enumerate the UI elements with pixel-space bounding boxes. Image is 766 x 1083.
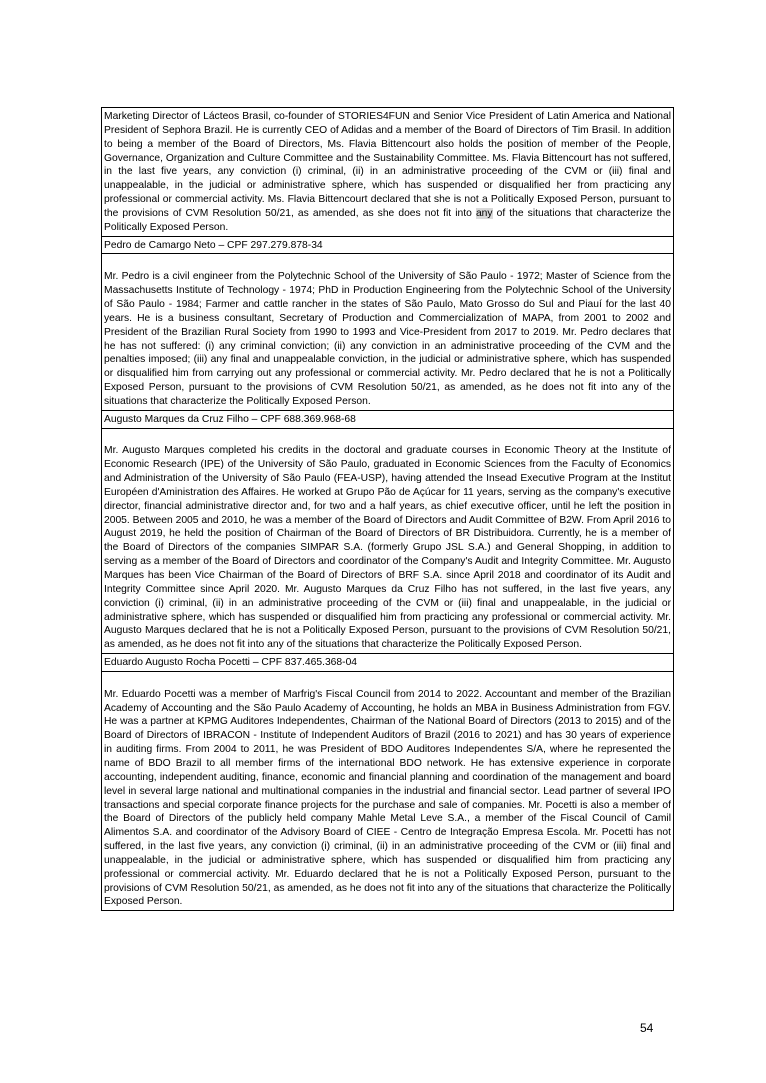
person-name: Eduardo Augusto Rocha Pocetti – CPF 837.465.368-04 <box>104 657 358 669</box>
continuation-paragraph: Marketing Director of Lácteos Brasil, co-founder of STORIES4FUN and Senior Vice President of Latin America and National President of Sephora Brazil. He is currently CEO of Adidas and a member of the Board of Directors of Tim Brasil. In addition to being a member of the Board of Directors, Ms. Flavia Bittencourt also holds the position of member of the People, Governance, Organization and Culture Committee and the Sustainability Committee. Ms. Flavia Bittencourt has not suffered, in the last five years, any conviction (i) criminal, (ii) in an administrative proceeding of the CVM or (iii) final and unappealable, in the judicial or administrative sphere, which has suspended or disqualified her from practicing any professional or commercial activity. Ms. Flavia Bittencourt declared that she is not a Politically Exposed Person, pursuant to the provisions of CVM Resolution 50/21, as amended, as she does not fit into any of the situations that characterize the Politically Exposed Person. <box>104 111 671 233</box>
table-cell-continuation <box>102 108 673 237</box>
person-bio: Mr. Eduardo Pocetti was a member of Marfrig's Fiscal Council from 2014 to 2022. Accountant and member of the Brazilian Academy of Accounting and the São Paulo Academy of Accounting, he holds an MBA in Business Administration from FGV. He was a partner at KPMG Auditores Independentes, Chairman of the National Board of Directors (2013 to 2015) and of the Board of Directors of IBRACON - Institute of Independent Auditors of Brazil (2016 to 2021) and has 30 years of experience in auditing firms. From 2004 to 2011, he was President of BDO Auditores Independentes S/A, where he represented the name of BDO Brazil to all member firms of the international BDO network. He has extensive experience in corporate accounting, independent auditing, finance, economic and financial planning and coordination of the management and board level in several large national and multinational companies in the industrial and financial sector. Lead partner of several IPO transactions and special corporate finance projects for the purchase and sale of companies. Mr. Pocetti is also a member of the Board of Directors of the publicly held company Mahle Metal Leve S.A., a member of the Fiscal Council of Camil Alimentos S.A. and coordinator of the Advisory Board of CIEE - Centro de Integração Empresa Escola. Mr. Pocetti has not suffered, in the last five years, any conviction (i) criminal, (ii) in an administrative proceeding of the CVM or (iii) final and unappealable, in the judicial or administrative sphere, which has suspended or disqualified him from practicing any professional or commercial activity. Mr. Eduardo declared that he is not a Politically Exposed Person, pursuant to the provisions of CVM Resolution 50/21, as amended, as he does not fit into any of the situations that characterize the Politically Exposed Person. <box>104 688 671 908</box>
table-cell-bio <box>102 429 673 655</box>
person-bio: Mr. Pedro is a civil engineer from the Polytechnic School of the University of São Paulo - 1972; Master of Science from the Massachusetts Institute of Technology - 1974; PhD in Production Engineering from the Polytechnic School of the University of São Paulo - 1984; Farmer and cattle rancher in the states of São Paulo, Mato Grosso do Sul and Piauí for the last 40 years. He is a business consultant, Secretary of Production and Commercialization of MAPA, from 2001 to 2002 and President of the Brazilian Rural Society from 1990 to 1993 and Vice-President from 2017 to 2019. Mr. Pedro declares that he has not suffered: (i) any criminal conviction; (ii) any conviction in an administrative proceeding of the CVM and the penalties imposed; (iii) any final and unappealable conviction, in the judicial or administrative sphere, which has suspended or disqualified him from carrying out any professional or commercial activity. Mr. Pedro declared that he is not a Politically Exposed Person, pursuant to the provisions of CVM Resolution 50/21, as amended, as he does not fit into any of the situations that characterize the Politically Exposed Person. <box>104 271 671 407</box>
table-cell-name <box>102 237 673 255</box>
person-bio: Mr. Augusto Marques completed his credits in the doctoral and graduate courses in Economic Theory at the Institute of Economic Research (IPE) of the University of São Paulo, graduated in Economic Sciences from the Faculty of Economics and Administration of the University of São Paulo (FEA-USP), having attended the Insead Executive Program at the Institut Européen d'Aministration des Affaires. He worked at Grupo Pão de Açúcar for 11 years, serving as the company's executive director, financial administrative director and, for two and a half years, as chief executive officer, until he left the position in 2005. Between 2005 and 2010, he was a member of the Board of Directors and Audit Committee of B2W. From April 2016 to August 2019, he held the position of Chairman of the Board of Directors of BR Distribuidora. Currently, he is a member of the Board of Directors of the companies SIMPAR S.A. (formerly Grupo JSL S.A.) and General Shopping, in addition to serving as a member of the Board of Directors and coordinator of the Company's Audit and Integrity Committee. Mr. Augusto Marques has been Vice Chairman of the Board of Directors of BRF S.A. since April 2018 and coordinator of its Audit and Integrity Committee since April 2020. Mr. Augusto Marques da Cruz Filho has not suffered, in the last five years, any conviction (i) criminal, (ii) in an administrative proceeding of the CVM or (iii) final and unappealable, in the judicial or administrative sphere, which has suspended or disqualified him from practicing any professional or commercial activity. Mr. Augusto Marques declared that he is not a Politically Exposed Person, pursuant to the provisions of CVM Resolution 50/21, as amended, as he does not fit into any of the situations that characterize the Politically Exposed Person. <box>104 445 671 651</box>
person-name: Pedro de Camargo Neto – CPF 297.279.878-34 <box>104 239 323 251</box>
page-number: 54 <box>640 1021 654 1035</box>
table-cell-name <box>102 654 673 672</box>
person-name: Augusto Marques da Cruz Filho – CPF 688.369.968-68 <box>104 413 356 425</box>
board-members-table <box>101 107 674 911</box>
table-cell-bio <box>102 254 673 410</box>
highlighted-word: any <box>475 207 493 219</box>
table-cell-bio <box>102 672 673 910</box>
table-cell-name <box>102 411 673 429</box>
